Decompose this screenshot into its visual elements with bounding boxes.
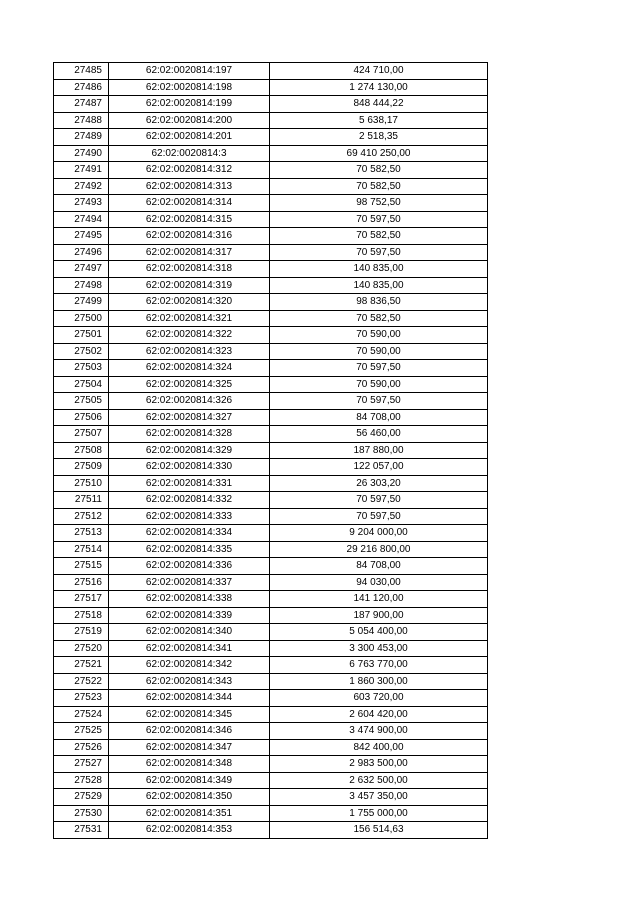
cadastral-value-cell: 69 410 250,00 bbox=[270, 145, 488, 162]
cadastral-value-cell: 5 054 400,00 bbox=[270, 624, 488, 641]
table-row bbox=[54, 409, 488, 426]
cadastral-value-cell: 3 300 453,00 bbox=[270, 640, 488, 657]
row-number-cell: 27491 bbox=[54, 162, 109, 179]
table-row bbox=[54, 277, 488, 294]
table-row bbox=[54, 228, 488, 245]
row-number-cell: 27508 bbox=[54, 442, 109, 459]
cadastral-value-cell: 70 590,00 bbox=[270, 343, 488, 360]
cadastral-number-cell: 62:02:0020814:201 bbox=[109, 129, 270, 146]
row-number-cell: 27516 bbox=[54, 574, 109, 591]
cadastral-number-cell: 62:02:0020814:318 bbox=[109, 261, 270, 278]
table-row bbox=[54, 360, 488, 377]
table-row bbox=[54, 508, 488, 525]
table-row bbox=[54, 79, 488, 96]
table-row bbox=[54, 541, 488, 558]
cadastral-number-cell: 62:02:0020814:319 bbox=[109, 277, 270, 294]
table-row bbox=[54, 211, 488, 228]
cadastral-number-cell: 62:02:0020814:339 bbox=[109, 607, 270, 624]
cadastral-number-cell: 62:02:0020814:325 bbox=[109, 376, 270, 393]
row-number-cell: 27530 bbox=[54, 805, 109, 822]
table-row bbox=[54, 393, 488, 410]
cadastral-value-cell: 424 710,00 bbox=[270, 63, 488, 80]
table-row bbox=[54, 294, 488, 311]
row-number-cell: 27505 bbox=[54, 393, 109, 410]
row-number-cell: 27492 bbox=[54, 178, 109, 195]
cadastral-value-cell: 2 604 420,00 bbox=[270, 706, 488, 723]
cadastral-number-cell: 62:02:0020814:350 bbox=[109, 789, 270, 806]
cadastral-value-cell: 1 755 000,00 bbox=[270, 805, 488, 822]
table-row bbox=[54, 607, 488, 624]
cadastral-value-cell: 5 638,17 bbox=[270, 112, 488, 129]
cadastral-value-cell: 70 590,00 bbox=[270, 376, 488, 393]
cadastral-value-cell: 98 836,50 bbox=[270, 294, 488, 311]
row-number-cell: 27489 bbox=[54, 129, 109, 146]
table-row bbox=[54, 129, 488, 146]
cadastral-value-cell: 70 597,50 bbox=[270, 360, 488, 377]
cadastral-number-cell: 62:02:0020814:343 bbox=[109, 673, 270, 690]
row-number-cell: 27522 bbox=[54, 673, 109, 690]
cadastral-number-cell: 62:02:0020814:336 bbox=[109, 558, 270, 575]
table-row bbox=[54, 591, 488, 608]
table-row bbox=[54, 442, 488, 459]
cadastral-number-cell: 62:02:0020814:313 bbox=[109, 178, 270, 195]
cadastral-value-cell: 9 204 000,00 bbox=[270, 525, 488, 542]
row-number-cell: 27498 bbox=[54, 277, 109, 294]
cadastral-number-cell: 62:02:0020814:351 bbox=[109, 805, 270, 822]
row-number-cell: 27510 bbox=[54, 475, 109, 492]
row-number-cell: 27500 bbox=[54, 310, 109, 327]
cadastral-number-cell: 62:02:0020814:342 bbox=[109, 657, 270, 674]
table-row bbox=[54, 723, 488, 740]
table-row bbox=[54, 739, 488, 756]
table-row bbox=[54, 112, 488, 129]
table-row bbox=[54, 492, 488, 509]
cadastral-number-cell: 62:02:0020814:340 bbox=[109, 624, 270, 641]
table-row bbox=[54, 376, 488, 393]
table-row bbox=[54, 624, 488, 641]
row-number-cell: 27524 bbox=[54, 706, 109, 723]
cadastral-value-cell: 84 708,00 bbox=[270, 409, 488, 426]
cadastral-number-cell: 62:02:0020814:353 bbox=[109, 822, 270, 839]
cadastral-value-cell: 84 708,00 bbox=[270, 558, 488, 575]
row-number-cell: 27503 bbox=[54, 360, 109, 377]
cadastral-number-cell: 62:02:0020814:337 bbox=[109, 574, 270, 591]
cadastral-number-cell: 62:02:0020814:199 bbox=[109, 96, 270, 113]
table-row bbox=[54, 162, 488, 179]
cadastral-number-cell: 62:02:0020814:322 bbox=[109, 327, 270, 344]
row-number-cell: 27531 bbox=[54, 822, 109, 839]
table-row bbox=[54, 690, 488, 707]
row-number-cell: 27501 bbox=[54, 327, 109, 344]
cadastral-value-cell: 56 460,00 bbox=[270, 426, 488, 443]
table-row bbox=[54, 426, 488, 443]
row-number-cell: 27499 bbox=[54, 294, 109, 311]
row-number-cell: 27507 bbox=[54, 426, 109, 443]
cadastral-number-cell: 62:02:0020814:349 bbox=[109, 772, 270, 789]
cadastral-value-cell: 140 835,00 bbox=[270, 261, 488, 278]
cadastral-value-cell: 122 057,00 bbox=[270, 459, 488, 476]
cadastral-number-cell: 62:02:0020814:328 bbox=[109, 426, 270, 443]
table-row bbox=[54, 343, 488, 360]
table-row bbox=[54, 756, 488, 773]
cadastral-value-cell: 2 632 500,00 bbox=[270, 772, 488, 789]
cadastral-value-cell: 6 763 770,00 bbox=[270, 657, 488, 674]
cadastral-number-cell: 62:02:0020814:333 bbox=[109, 508, 270, 525]
row-number-cell: 27496 bbox=[54, 244, 109, 261]
row-number-cell: 27511 bbox=[54, 492, 109, 509]
row-number-cell: 27527 bbox=[54, 756, 109, 773]
row-number-cell: 27509 bbox=[54, 459, 109, 476]
row-number-cell: 27518 bbox=[54, 607, 109, 624]
row-number-cell: 27529 bbox=[54, 789, 109, 806]
table-row bbox=[54, 178, 488, 195]
table-row bbox=[54, 63, 488, 80]
cadastral-value-cell: 2 518,35 bbox=[270, 129, 488, 146]
cadastral-value-cell: 842 400,00 bbox=[270, 739, 488, 756]
cadastral-number-cell: 62:02:0020814:344 bbox=[109, 690, 270, 707]
cadastral-value-cell: 140 835,00 bbox=[270, 277, 488, 294]
cadastral-number-cell: 62:02:0020814:197 bbox=[109, 63, 270, 80]
table-row bbox=[54, 525, 488, 542]
cadastral-number-cell: 62:02:0020814:341 bbox=[109, 640, 270, 657]
row-number-cell: 27502 bbox=[54, 343, 109, 360]
cadastral-value-cell: 70 597,50 bbox=[270, 508, 488, 525]
cadastral-value-cell: 70 582,50 bbox=[270, 162, 488, 179]
row-number-cell: 27523 bbox=[54, 690, 109, 707]
cadastral-value-cell: 2 983 500,00 bbox=[270, 756, 488, 773]
row-number-cell: 27488 bbox=[54, 112, 109, 129]
cadastral-number-cell: 62:02:0020814:330 bbox=[109, 459, 270, 476]
cadastral-value-cell: 70 590,00 bbox=[270, 327, 488, 344]
cadastral-value-cell: 70 582,50 bbox=[270, 228, 488, 245]
cadastral-number-cell: 62:02:0020814:346 bbox=[109, 723, 270, 740]
row-number-cell: 27526 bbox=[54, 739, 109, 756]
table-row bbox=[54, 706, 488, 723]
cadastral-number-cell: 62:02:0020814:320 bbox=[109, 294, 270, 311]
row-number-cell: 27486 bbox=[54, 79, 109, 96]
row-number-cell: 27485 bbox=[54, 63, 109, 80]
cadastral-value-cell: 70 597,50 bbox=[270, 393, 488, 410]
cadastral-value-cell: 187 880,00 bbox=[270, 442, 488, 459]
cadastral-number-cell: 62:02:0020814:314 bbox=[109, 195, 270, 212]
cadastral-number-cell: 62:02:0020814:327 bbox=[109, 409, 270, 426]
cadastral-number-cell: 62:02:0020814:338 bbox=[109, 591, 270, 608]
table-row bbox=[54, 772, 488, 789]
table-row bbox=[54, 558, 488, 575]
cadastral-value-cell: 70 597,50 bbox=[270, 211, 488, 228]
cadastral-number-cell: 62:02:0020814:323 bbox=[109, 343, 270, 360]
row-number-cell: 27519 bbox=[54, 624, 109, 641]
table-row bbox=[54, 327, 488, 344]
cadastral-number-cell: 62:02:0020814:348 bbox=[109, 756, 270, 773]
table-row bbox=[54, 459, 488, 476]
row-number-cell: 27487 bbox=[54, 96, 109, 113]
row-number-cell: 27520 bbox=[54, 640, 109, 657]
cadastral-number-cell: 62:02:0020814:331 bbox=[109, 475, 270, 492]
table-row bbox=[54, 673, 488, 690]
table-row bbox=[54, 244, 488, 261]
cadastral-number-cell: 62:02:0020814:317 bbox=[109, 244, 270, 261]
table-row bbox=[54, 96, 488, 113]
cadastral-value-cell: 156 514,63 bbox=[270, 822, 488, 839]
cadastral-number-cell: 62:02:0020814:324 bbox=[109, 360, 270, 377]
cadastral-value-cell: 848 444,22 bbox=[270, 96, 488, 113]
cadastral-number-cell: 62:02:0020814:312 bbox=[109, 162, 270, 179]
cadastral-value-cell: 70 582,50 bbox=[270, 310, 488, 327]
cadastral-value-cell: 141 120,00 bbox=[270, 591, 488, 608]
table-row bbox=[54, 574, 488, 591]
row-number-cell: 27515 bbox=[54, 558, 109, 575]
table-row bbox=[54, 475, 488, 492]
row-number-cell: 27525 bbox=[54, 723, 109, 740]
row-number-cell: 27493 bbox=[54, 195, 109, 212]
table-row bbox=[54, 789, 488, 806]
cadastral-value-cell: 98 752,50 bbox=[270, 195, 488, 212]
row-number-cell: 27513 bbox=[54, 525, 109, 542]
cadastral-number-cell: 62:02:0020814:329 bbox=[109, 442, 270, 459]
cadastral-value-table bbox=[53, 62, 488, 839]
row-number-cell: 27517 bbox=[54, 591, 109, 608]
cadastral-number-cell: 62:02:0020814:345 bbox=[109, 706, 270, 723]
row-number-cell: 27490 bbox=[54, 145, 109, 162]
row-number-cell: 27521 bbox=[54, 657, 109, 674]
cadastral-value-cell: 70 582,50 bbox=[270, 178, 488, 195]
table-row bbox=[54, 657, 488, 674]
cadastral-number-cell: 62:02:0020814:335 bbox=[109, 541, 270, 558]
row-number-cell: 27512 bbox=[54, 508, 109, 525]
row-number-cell: 27506 bbox=[54, 409, 109, 426]
cadastral-number-cell: 62:02:0020814:321 bbox=[109, 310, 270, 327]
cadastral-number-cell: 62:02:0020814:316 bbox=[109, 228, 270, 245]
cadastral-value-cell: 29 216 800,00 bbox=[270, 541, 488, 558]
row-number-cell: 27497 bbox=[54, 261, 109, 278]
table-row bbox=[54, 261, 488, 278]
cadastral-value-cell: 3 457 350,00 bbox=[270, 789, 488, 806]
table-row bbox=[54, 145, 488, 162]
cadastral-number-cell: 62:02:0020814:347 bbox=[109, 739, 270, 756]
cadastral-value-cell: 26 303,20 bbox=[270, 475, 488, 492]
cadastral-value-cell: 187 900,00 bbox=[270, 607, 488, 624]
row-number-cell: 27504 bbox=[54, 376, 109, 393]
cadastral-value-cell: 1 860 300,00 bbox=[270, 673, 488, 690]
table-row bbox=[54, 310, 488, 327]
row-number-cell: 27514 bbox=[54, 541, 109, 558]
cadastral-number-cell: 62:02:0020814:3 bbox=[109, 145, 270, 162]
cadastral-value-cell: 3 474 900,00 bbox=[270, 723, 488, 740]
cadastral-number-cell: 62:02:0020814:315 bbox=[109, 211, 270, 228]
cadastral-value-cell: 1 274 130,00 bbox=[270, 79, 488, 96]
table-row bbox=[54, 822, 488, 839]
cadastral-number-cell: 62:02:0020814:200 bbox=[109, 112, 270, 129]
cadastral-number-cell: 62:02:0020814:326 bbox=[109, 393, 270, 410]
row-number-cell: 27528 bbox=[54, 772, 109, 789]
cadastral-value-cell: 94 030,00 bbox=[270, 574, 488, 591]
row-number-cell: 27495 bbox=[54, 228, 109, 245]
cadastral-number-cell: 62:02:0020814:334 bbox=[109, 525, 270, 542]
table-body bbox=[54, 63, 488, 839]
row-number-cell: 27494 bbox=[54, 211, 109, 228]
table-row bbox=[54, 640, 488, 657]
cadastral-number-cell: 62:02:0020814:198 bbox=[109, 79, 270, 96]
cadastral-value-cell: 70 597,50 bbox=[270, 244, 488, 261]
table-row bbox=[54, 195, 488, 212]
cadastral-value-cell: 70 597,50 bbox=[270, 492, 488, 509]
cadastral-number-cell: 62:02:0020814:332 bbox=[109, 492, 270, 509]
cadastral-value-cell: 603 720,00 bbox=[270, 690, 488, 707]
table-row bbox=[54, 805, 488, 822]
